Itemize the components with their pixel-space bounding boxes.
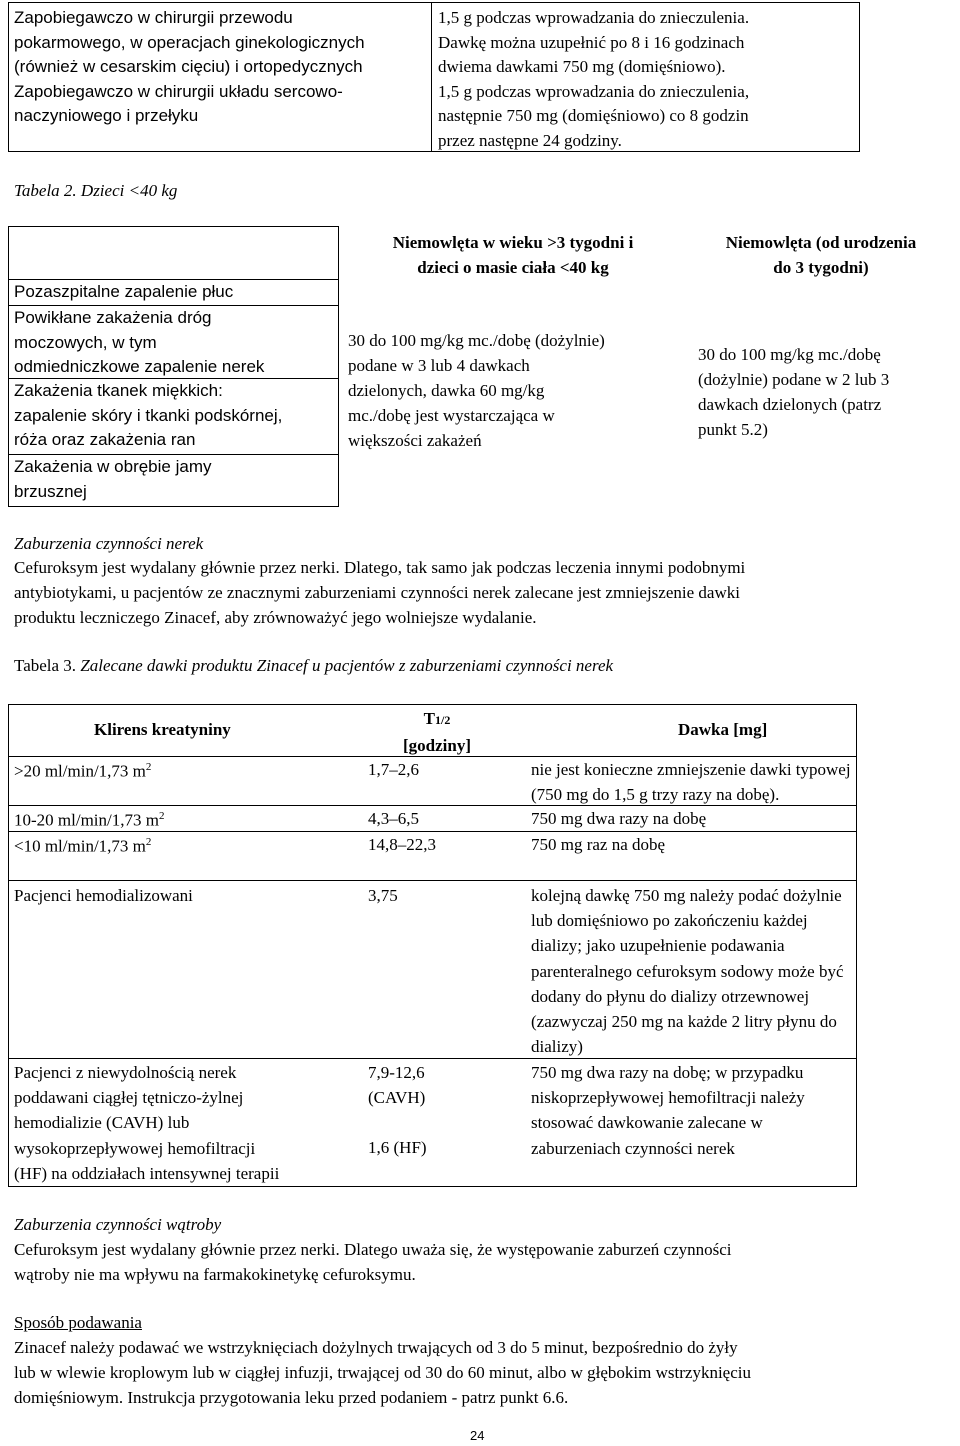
administration-paragraph: [14, 1335, 751, 1410]
table2-indication: [14, 306, 264, 380]
table3-header-dose: Dawka [mg]: [678, 720, 768, 739]
table3-hemo-patients: Pacjenci hemodializowani: [14, 886, 193, 905]
dose-line: (zazwyczaj 250 mg na każde 2 litry płynu do: [531, 1012, 837, 1032]
table2-col2-header: [340, 230, 686, 280]
table2-indication: [14, 455, 211, 504]
halflife-line: (CAVH): [368, 1088, 426, 1108]
dose-line: 750 mg dwa razy na dobę; w przypadku: [531, 1063, 804, 1082]
table2-col2-header-line: dzieci o masie ciała <40 kg: [417, 258, 609, 277]
table3-border: [8, 704, 9, 1187]
table2-col3-dose-line: (dożylnie) podane w 2 lub 3: [698, 370, 890, 389]
table1-left-line: (również w cesarskim cięciu) i ortopedycznych: [14, 57, 363, 76]
page-number: 24: [470, 1428, 485, 1443]
superscript: 2: [145, 836, 152, 848]
table2-indication-line: odmiedniczkowe zapalenie nerek: [14, 357, 265, 377]
paragraph-line: Cefuroksym jest wydalany głównie przez nerki. Dlatego uważa się, że występowanie zaburzeń czynności: [14, 1240, 732, 1259]
superscript: 2: [158, 810, 165, 822]
table1-left-line: naczyniowego i przełyku: [14, 106, 199, 125]
table2-col2-dose-line: większości zakażeń: [348, 431, 482, 450]
paragraph-line: wątroby nie ma wpływu na farmakokinetykę cefuroksymu.: [14, 1265, 416, 1284]
table2-border: [8, 226, 338, 227]
dose-line: niskoprzepływowej hemofiltracji należy: [531, 1088, 805, 1108]
paragraph-line: produktu leczniczego Zinacef, aby zrównoważyć jego wolniejsze wydalanie.: [14, 608, 537, 627]
halflife-symbol: T: [423, 709, 435, 728]
table1-right-line: następnie 750 mg (domięśniowo) co 8 godzin: [438, 106, 749, 125]
table3-halflife: 14,8–22,3: [368, 835, 436, 854]
table2-indication-line: róża oraz zakażenia ran: [14, 430, 196, 450]
table2-indication: Pozaszpitalne zapalenie płuc: [14, 282, 234, 301]
paragraph-line: Zinacef należy podawać we wstrzyknięciach dożylnych trwających od 3 do 5 minut, bezpośrednio do żyły: [14, 1338, 738, 1357]
table3-cavh-halflife: [368, 1060, 427, 1161]
dose-line: dializy): [531, 1037, 583, 1057]
dose-line: lub domięśniowo po zakończeniu każdej: [531, 911, 808, 931]
table1-right-line: dwiema dawkami 750 mg (domięśniowo).: [438, 57, 726, 76]
table3-dose: 750 mg raz na dobę: [531, 835, 666, 854]
table1-right-line: 1,5 g podczas wprowadzania do znieczulenia,: [438, 81, 750, 101]
patients-line: hemodializie (CAVH) lub: [14, 1113, 190, 1133]
table2-col2-dose-line: 30 do 100 mg/kg mc./dobę (dożylnie): [348, 331, 605, 350]
table3-header-halflife: [380, 706, 494, 758]
dose-line: nie jest konieczne zmniejszenie dawki typowej: [531, 760, 851, 779]
paragraph-line: lub w wlewie kroplowym lub w ciągłej infuzji, trwającej od 30 do 60 minut, albo w głębokim wstrzyknięciu: [14, 1363, 751, 1382]
table3-clearance: [14, 755, 151, 784]
patients-line: poddawani ciągłej tętniczo-żylnej: [14, 1088, 244, 1108]
table2-col3-header: [686, 230, 956, 280]
clearance-value: 10-20 ml/min/1,73 m: [14, 810, 159, 830]
table3-dose: 750 mg dwa razy na dobę: [531, 809, 707, 828]
table2-col2-dose-line: mc./dobę jest wystarczająca w: [348, 406, 555, 425]
table2-indication-line: moczowych, w tym: [14, 332, 157, 352]
table1-right-line: 1,5 g podczas wprowadzania do znieczulenia.: [438, 8, 750, 27]
superscript: 2: [145, 761, 152, 773]
table3-clearance: [14, 804, 164, 833]
table2-caption: Tabela 2. Dzieci <40 kg: [14, 181, 178, 200]
table-divider: [431, 3, 432, 151]
renal-paragraph: [14, 555, 745, 630]
halflife-subscript: 1/2: [435, 713, 451, 727]
table3-dose: [531, 757, 851, 807]
administration-heading: Sposób podawania: [14, 1313, 142, 1332]
table2-col3-dose-line: punkt 5.2): [698, 420, 768, 439]
table3-border: [8, 704, 856, 705]
table3-border: [856, 704, 857, 1187]
table1-indications: [14, 6, 365, 129]
paragraph-line: domięśniowym. Instrukcja przygotowania leku przed podaniem - patrz punkt 6.6.: [14, 1388, 569, 1407]
table2-col3-dose-line: dawkach dzielonych (patrz: [698, 395, 882, 414]
table3-caption-prefix: Tabela 3.: [14, 656, 81, 675]
table2-col2-dose-line: podane w 3 lub 4 dawkach: [348, 356, 530, 375]
table1-left-line: Zapobiegawczo w chirurgii przewodu: [14, 8, 293, 27]
table2-indication-line: brzusznej: [14, 481, 87, 501]
clearance-value: >20 ml/min/1,73 m: [14, 761, 146, 781]
patients-line: wysokoprzepływowej hemofiltracji: [14, 1138, 256, 1158]
table1-left-line: Zapobiegawczo w chirurgii układu sercowo-: [14, 81, 343, 101]
hepatic-paragraph: [14, 1237, 732, 1287]
table2-indication-line: zapalenie skóry i tkanki podskórnej,: [14, 405, 283, 425]
patients-line: Pacjenci z niewydolnością nerek: [14, 1063, 237, 1082]
dose-line: parenteralnego cefuroksym sodowy może być: [531, 961, 844, 981]
table3-header-clearance: Klirens kreatyniny: [94, 720, 231, 739]
table2-col3-header-line: do 3 tygodni): [773, 258, 869, 277]
table3-caption-title: Zalecane dawki produktu Zinacef u pacjentów z zaburzeniami czynności nerek: [80, 656, 614, 675]
table2-border: [338, 226, 339, 507]
renal-heading: Zaburzenia czynności nerek: [14, 534, 204, 553]
paragraph-line: Cefuroksym jest wydalany głównie przez nerki. Dlatego, tak samo jak podczas leczenia innymi podobnymi: [14, 558, 746, 577]
halflife-line: 7,9-12,6: [368, 1063, 425, 1082]
table2-col2-header-line: Niemowlęta w wieku >3 tygodni i: [392, 233, 634, 252]
table1-doses: [438, 6, 749, 153]
clearance-value: <10 ml/min/1,73 m: [14, 836, 146, 856]
table2-border: [8, 226, 9, 507]
table3-cavh-dose: [531, 1060, 805, 1161]
table2-col2-dose: [348, 328, 605, 453]
dose-line: dodany do płynu do dializy otrzewnowej: [531, 986, 810, 1006]
table1-right-line: przez następne 24 godziny.: [438, 130, 622, 150]
table3-halflife: 1,7–2,6: [368, 760, 419, 779]
table3-clearance: [14, 830, 151, 859]
hepatic-heading: Zaburzenia czynności wątroby: [14, 1215, 222, 1234]
table3-halflife: 4,3–6,5: [368, 809, 419, 828]
table2-col2-dose-line: dzielonych, dawka 60 mg/kg: [348, 381, 545, 400]
table3-border: [8, 1186, 856, 1187]
table2-indication-line: Powikłane zakażenia dróg: [14, 308, 212, 327]
table2-col3-dose-line: 30 do 100 mg/kg mc./dobę: [698, 345, 881, 364]
dose-line: kolejną dawkę 750 mg należy podać dożylnie: [531, 886, 842, 905]
paragraph-line: antybiotykami, u pacjentów ze znacznymi zaburzeniami czynności nerek zalecane jest zmniejszenie dawki: [14, 583, 740, 602]
table2-indication-line: Zakażenia w obrębie jamy: [14, 457, 212, 476]
patients-line: (HF) na oddziałach intensywnej terapii: [14, 1163, 280, 1183]
dose-line: dializy; jako uzupełnienie podawania: [531, 936, 785, 956]
dose-line: zaburzeniach czynności nerek: [531, 1138, 735, 1158]
table2-col3-header-line: Niemowlęta (od urodzenia: [725, 233, 917, 252]
table2-indication-line: Zakażenia tkanek miękkich:: [14, 381, 223, 400]
table2-col3-dose: [698, 342, 889, 442]
dose-line: (750 mg do 1,5 g trzy razy na dobę).: [531, 785, 780, 805]
table3-hemo-dose: [531, 883, 844, 1059]
table1-right-line: Dawkę można uzupełnić po 8 i 16 godzinach: [438, 32, 745, 52]
halflife-line: 1,6 (HF): [368, 1138, 427, 1158]
halflife-unit: [godziny]: [403, 736, 471, 756]
table2-border: [8, 506, 338, 507]
table3-caption: [14, 653, 613, 678]
table1-left-line: pokarmowego, w operacjach ginekologicznych: [14, 32, 365, 52]
table3-border: [8, 880, 856, 881]
dose-line: stosować dawkowanie zalecane w: [531, 1113, 763, 1133]
table3-hemo-halflife: 3,75: [368, 886, 398, 905]
table3-cavh-patients: [14, 1060, 279, 1186]
table2-indication: [14, 379, 282, 453]
